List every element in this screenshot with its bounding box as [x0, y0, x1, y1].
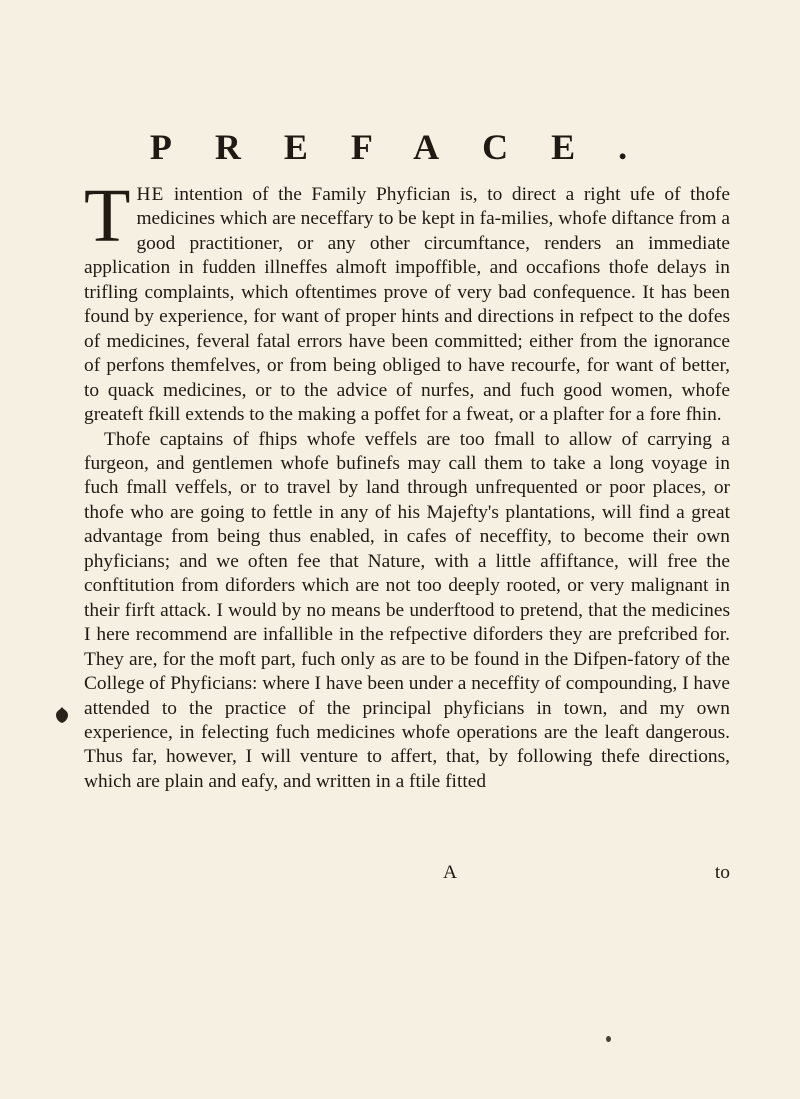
ink-blot-icon	[55, 707, 69, 723]
signature-mark: A	[443, 862, 458, 883]
paragraph-1	[84, 174, 730, 428]
ink-speck	[606, 1036, 611, 1042]
page-title: PREFACE.	[149, 127, 671, 167]
page-footer	[84, 862, 730, 888]
paragraph-2: Thofe captains of fhips whofe veffels are too fmall to allow of carrying a furgeon, and gentlemen whofe bufinefs may call them to take a long voyage in fuch fmall veffels, or to travel by land through unfrequented or poor places, or thofe who are going to fettle in any of his Majefty's plantations, will find a great advantage from being thus enabled, in cafes of neceffity, to become their own phyficians; and we often fee that Nature, with a little affiftance, will free the conftitution from diforders which are not too deeply rooted, or very malignant in their firft attack. I would by no means be underftood to pretend, that the medicines I here recommend are infallible in the refpective diforders they are prefcribed for. They are, for the moft part, fuch only as are to be found in the Difpen-fatory of the College of Phyficians: where I have been under a neceffity of compounding, I have attended to the practice of the principal phyficians in town, and my own experience, in felecting fuch medicines whofe operations are the leaft dangerous. Thus far, however, I will venture to affert, that, by following thefe directions, which are plain and eafy, and written in a ftile fitted	[84, 428, 730, 792]
drop-cap: T	[84, 174, 131, 258]
catchword: to	[714, 862, 730, 883]
lead-word: HE	[136, 184, 165, 205]
preface-body	[84, 174, 730, 794]
paragraph-1-text: intention of the Family Phyfician is, to direct a right ufe of thofe medicines which are neceffary to be kept in fa-milies, whofe diftance from a good practitioner, or any other circumftance, renders an immediate application in fudden illneffes almoft impoffible, and occafions thofe delays in trifling complaints, which oftentimes prove of very bad confequence. It has been found by experience, for want of proper hints and directions in refpect to the dofes of medicines, feveral fatal errors have been committed; either from the ignorance of perfons themfelves, or from being obliged to have recourfe, for want of better, to quack medicines, or to the advice of nurfes, and fuch good women, whofe greateft fkill extends to the making a poffet for a fweat, or a plafter for a fore fhin.	[84, 184, 730, 426]
